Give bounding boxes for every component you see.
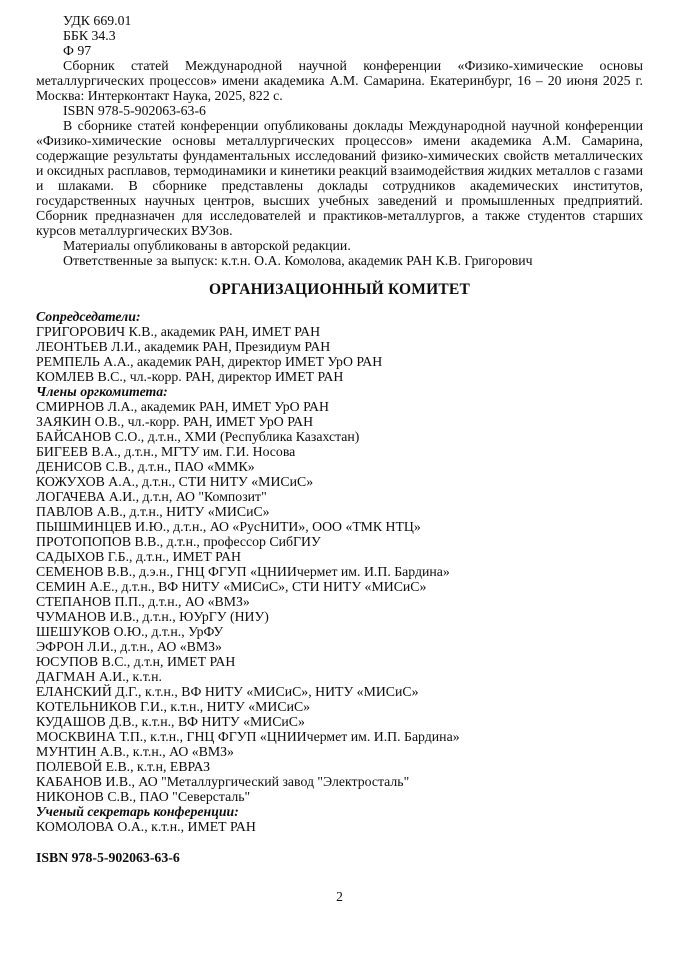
- page-content: [36, 13, 643, 865]
- committee-member: КАБАНОВ И.В., АО "Металлургический завод "Электросталь": [36, 774, 410, 789]
- committee-member: БИГЕЕВ В.А., д.т.н., МГТУ им. Г.И. Носова: [36, 444, 296, 459]
- udk-code: УДК 669.01: [63, 13, 132, 28]
- author-sign-code: Ф 97: [63, 43, 92, 58]
- committee-member: КОМЛЕВ В.С., чл.-корр. РАН, директор ИМЕТ РАН: [36, 369, 344, 384]
- committee-section-members: [36, 384, 643, 804]
- committee-member: МУНТИН А.В., к.т.н., АО «ВМЗ»: [36, 744, 234, 759]
- committee-member: ПАВЛОВ А.В., д.т.н., НИТУ «МИСиС»: [36, 504, 270, 519]
- committee-member: ПОЛЕВОЙ Е.В., к.т.н, ЕВРАЗ: [36, 759, 210, 774]
- committee-member: КОМОЛОВА О.А., к.т.н., ИМЕТ РАН: [36, 819, 256, 834]
- committee-section-secretary: [36, 804, 643, 834]
- page-number: 2: [336, 889, 343, 904]
- committee-member: КОТЕЛЬНИКОВ Г.И., к.т.н., НИТУ «МИСиС»: [36, 699, 311, 714]
- committee-member: ЮСУПОВ В.С., д.т.н, ИМЕТ РАН: [36, 654, 236, 669]
- committee-member: ЭФРОН Л.И., д.т.н., АО «ВМЗ»: [36, 639, 222, 654]
- committee-member: ЕЛАНСКИЙ Д.Г., к.т.н., ВФ НИТУ «МИСиС», НИТУ «МИСиС»: [36, 684, 419, 699]
- committee-member: СЕМИН А.Е., д.т.н., ВФ НИТУ «МИСиС», СТИ НИТУ «МИСиС»: [36, 579, 427, 594]
- section-heading-secretary: Ученый секретарь конференции:: [36, 804, 239, 819]
- members-list: [36, 399, 643, 804]
- committee-member: ГРИГОРОВИЧ К.В., академик РАН, ИМЕТ РАН: [36, 324, 321, 339]
- bibliographic-abstract: Сборник статей Международной научной конференции «Физико-химические основы металлургических процессов» имени академика А.М. Самарина. Екатеринбург, 16 – 20 июня 2025 г. Москва: Интерконтакт Наука, 2025, 822 с.: [36, 58, 643, 103]
- isbn-top: ISBN 978-5-902063-63-6: [63, 103, 206, 118]
- section-heading-members: Члены оргкомитета:: [36, 384, 168, 399]
- committee-member: ДАГМАН А.И., к.т.н.: [36, 669, 162, 684]
- committee-member: СТЕПАНОВ П.П., д.т.н., АО «ВМЗ»: [36, 594, 250, 609]
- committee-title: ОРГАНИЗАЦИОННЫЙ КОМИТЕТ: [208, 281, 471, 298]
- classification-block: [36, 13, 643, 58]
- committee-member: ДЕНИСОВ С.В., д.т.н., ПАО «ММК»: [36, 459, 255, 474]
- responsible-note: Ответственные за выпуск: к.т.н. О.А. Комолова, академик РАН К.В. Григорович: [63, 253, 533, 268]
- committee-member: РЕМПЕЛЬ А.А., академик РАН, директор ИМЕТ УрО РАН: [36, 354, 383, 369]
- committee-member: МОСКВИНА Т.П., к.т.н., ГНЦ ФГУП «ЦНИИчермет им. И.П. Бардина»: [36, 729, 460, 744]
- annotation-paragraph: В сборнике статей конференции опубликованы доклады Международной научной конференции «Физико-химические основы металлургических процессов» имени академика А.М. Самарина, содержащие результаты фундаментальных исследований физико-химических свойств металлических и оксидных расплавов, термодинамики и кинетики реакций взаимодействия жидких металлов с газами и шлаками. В сборнике представлены доклады сотрудников академических институтов, государственных научных центров, высших учебных заведений и промышленных предприятий. Сборник предназначен для исследователей и практиков-металлургов, а также студентов старших курсов металлургических ВУЗов.: [36, 118, 643, 238]
- bbk-code: ББК 34.3: [63, 28, 116, 43]
- materials-note: Материалы опубликованы в авторской редакции.: [63, 238, 351, 253]
- cochairs-list: [36, 324, 643, 384]
- secretary-list: [36, 819, 643, 834]
- committee-member: ЧУМАНОВ И.В., д.т.н., ЮУрГУ (НИУ): [36, 609, 269, 624]
- committee-member: ШЕШУКОВ О.Ю., д.т.н., УрФУ: [36, 624, 224, 639]
- committee-member: ПЫШМИНЦЕВ И.Ю., д.т.н., АО «РусНИТИ», ООО «ТМК НТЦ»: [36, 519, 421, 534]
- committee-member: НИКОНОВ С.В., ПАО "Северсталь": [36, 789, 251, 804]
- committee-member: КОЖУХОВ А.А., д.т.н., СТИ НИТУ «МИСиС»: [36, 474, 314, 489]
- committee-member: САДЫХОВ Г.Б., д.т.н., ИМЕТ РАН: [36, 549, 241, 564]
- committee-section-cochairs: [36, 309, 643, 384]
- committee-member: БАЙСАНОВ С.О., д.т.н., ХМИ (Республика Казахстан): [36, 429, 360, 444]
- committee-member: КУДАШОВ Д.В., к.т.н., ВФ НИТУ «МИСиС»: [36, 714, 305, 729]
- isbn-bottom: ISBN 978-5-902063-63-6: [36, 850, 180, 865]
- committee-member: ПРОТОПОПОВ В.В., д.т.н., профессор СибГИУ: [36, 534, 321, 549]
- committee-member: ЗАЯКИН О.В., чл.-корр. РАН, ИМЕТ УрО РАН: [36, 414, 314, 429]
- committee-member: СЕМЕНОВ В.В., д.э.н., ГНЦ ФГУП «ЦНИИчермет им. И.П. Бардина»: [36, 564, 450, 579]
- section-heading-cochairs: Сопредседатели:: [36, 309, 141, 324]
- committee-member: ЛЕОНТЬЕВ Л.И., академик РАН, Президиум РАН: [36, 339, 331, 354]
- committee-member: ЛОГАЧЕВА А.И., д.т.н, АО "Композит": [36, 489, 267, 504]
- committee-member: СМИРНОВ Л.А., академик РАН, ИМЕТ УрО РАН: [36, 399, 329, 414]
